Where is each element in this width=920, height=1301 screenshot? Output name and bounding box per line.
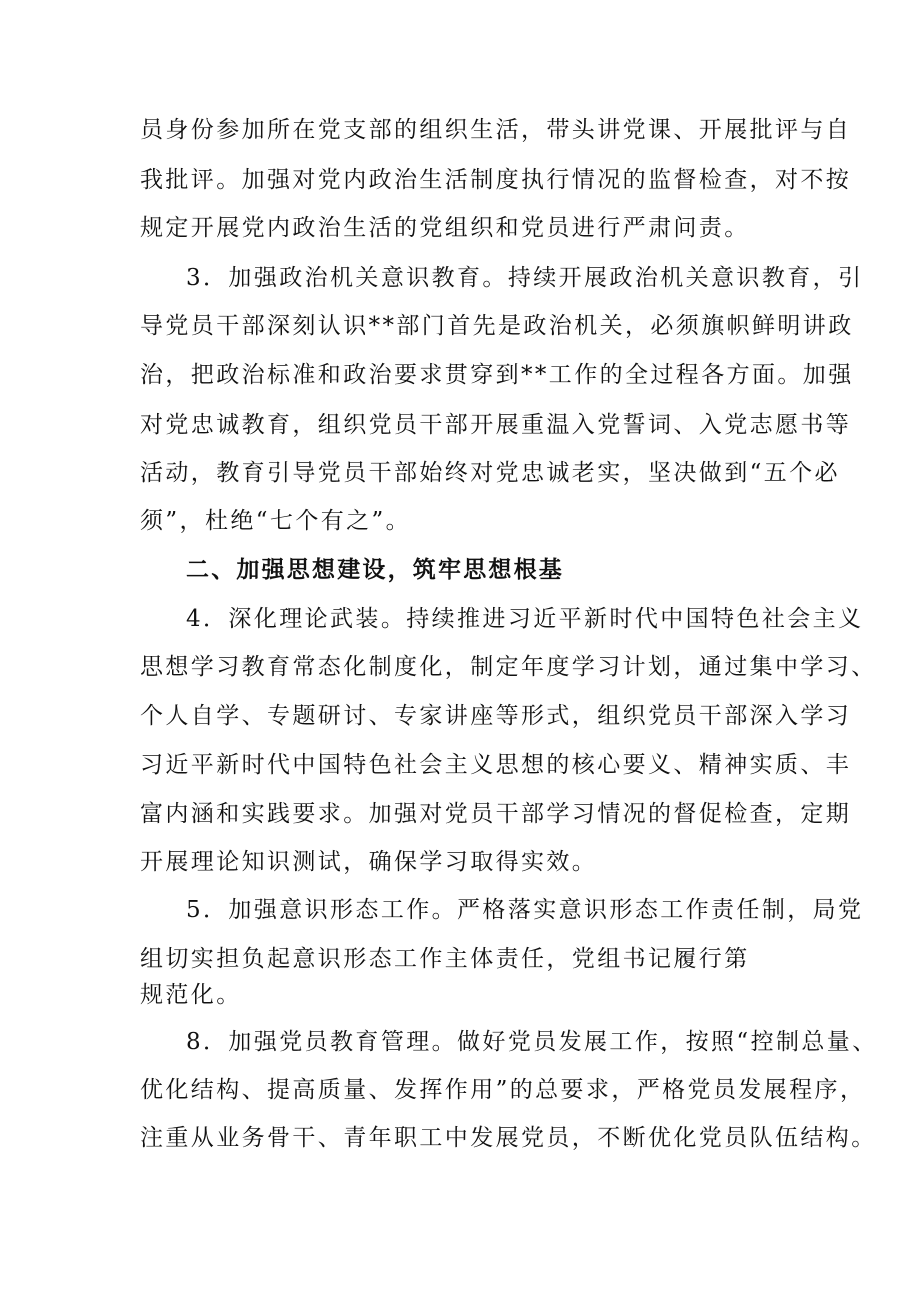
body-text-line: 治，把政治标准和政治要求贯穿到**工作的全过程各方面。加强 <box>140 362 854 388</box>
body-text-line: 活动，教育引导党员干部始终对党忠诚老实，坚决做到“五个必 <box>140 460 840 486</box>
body-text-line: 导党员干部深刻认识**部门首先是政治机关，必须旗帜鲜明讲政 <box>140 313 854 339</box>
body-text-line: 开展理论知识测试，确保学习取得实效。 <box>140 849 598 875</box>
body-text-line: 规定开展党内政治生活的党组织和党员进行严肃问责。 <box>140 215 750 241</box>
body-text-line: 优化结构、提高质量、发挥作用”的总要求，严格党员发展程序， <box>140 1077 866 1103</box>
body-text-line: 习近平新时代中国特色社会主义思想的核心要义、精神实质、丰 <box>140 752 852 778</box>
paragraph-first-line: 4．深化理论武装。持续推进习近平新时代中国特色社会主义 <box>186 606 864 632</box>
body-text-line: 个人自学、专题研讨、专家讲座等形式，组织党员干部深入学习 <box>140 703 852 729</box>
body-text-line: 组切实担负起意识形态工作主体责任，党组书记履行第 <box>140 946 750 972</box>
body-text-line: 员身份参加所在党支部的组织生活，带头讲党课、开展批评与自 <box>140 117 852 143</box>
body-text-line: 规范化。 <box>140 982 242 1008</box>
body-text-line: 思想学习教育常态化制度化，制定年度学习计划，通过集中学习、 <box>140 654 877 680</box>
section-heading: 二、加强思想建设，筑牢思想根基 <box>186 557 564 583</box>
paragraph-first-line: 3．加强政治机关意识教育。持续开展政治机关意识教育，引 <box>186 265 864 291</box>
body-text-line: 富内涵和实践要求。加强对党员干部学习情况的督促检查，定期 <box>140 801 852 827</box>
paragraph-first-line: 8．加强党员教育管理。做好党员发展工作，按照“控制总量、 <box>186 1029 878 1055</box>
body-text-line: 我批评。加强对党内政治生活制度执行情况的监督检查，对不按 <box>140 167 852 193</box>
body-text-line: 对党忠诚教育，组织党员干部开展重温入党誓词、入党志愿书等 <box>140 412 852 438</box>
paragraph-first-line: 5．加强意识形态工作。严格落实意识形态工作责任制，局党 <box>186 897 864 923</box>
body-text-line: 须”，杜绝“七个有之”。 <box>140 508 412 534</box>
body-text-line: 注重从业务骨干、青年职工中发展党员，不断优化党员队伍结构。 <box>140 1125 877 1151</box>
